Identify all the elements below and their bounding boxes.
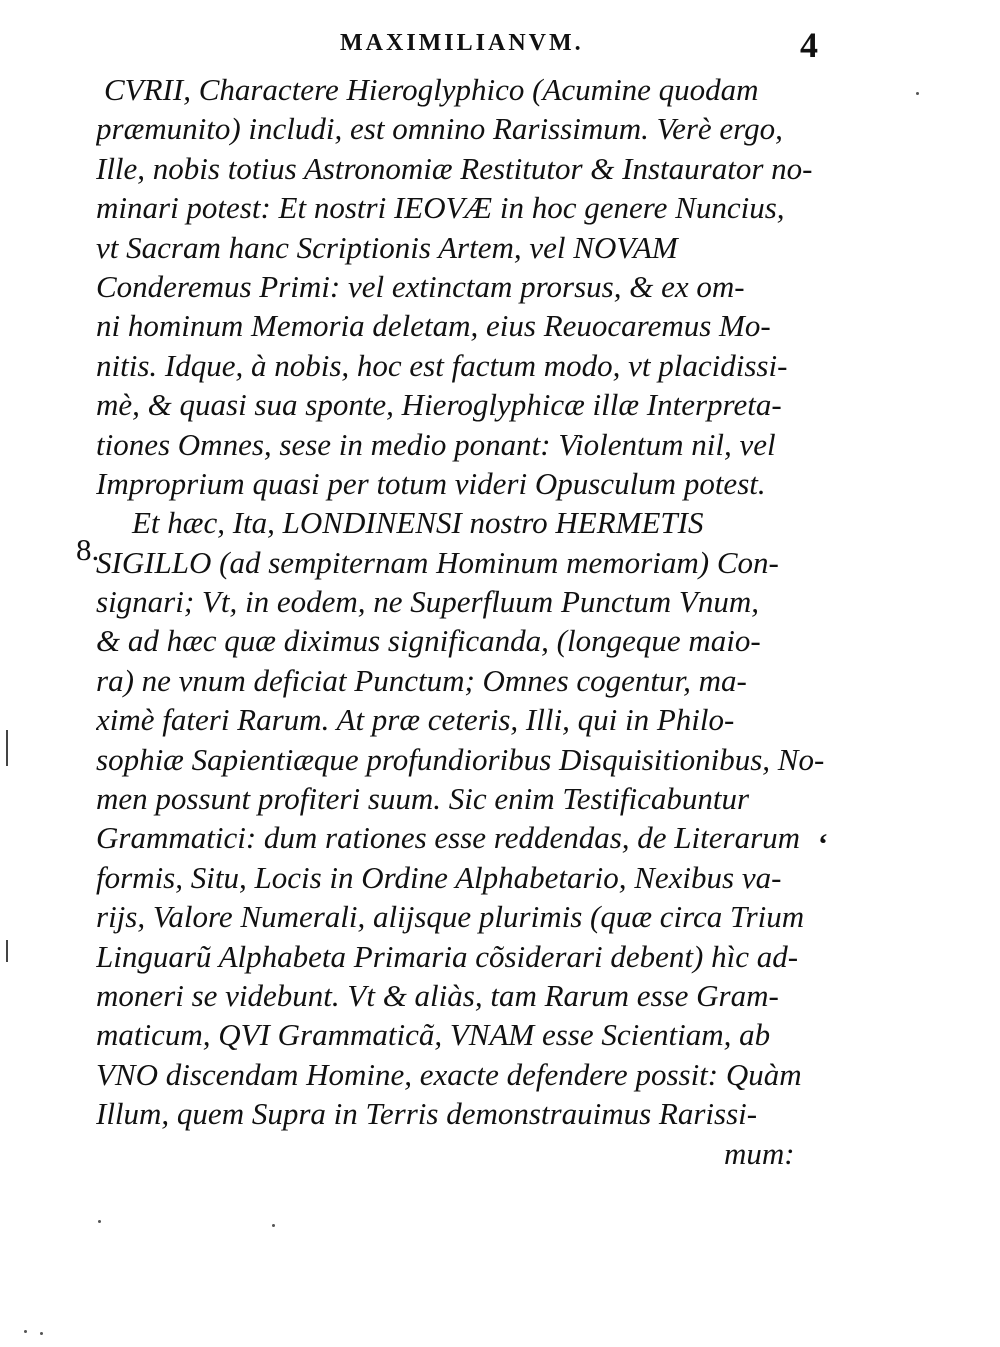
body-text bbox=[96, 70, 926, 1173]
text-line: Ille, nobis totius Astronomiæ Restitutor & Instaurator no- bbox=[96, 150, 813, 186]
text-line: CVRII, Charactere Hieroglyphico (Acumine quodam bbox=[104, 72, 759, 107]
text-line: nitis. Idque, à nobis, hoc est factum modo, vt placidissi- bbox=[96, 347, 788, 383]
scan-artifact bbox=[40, 1332, 43, 1335]
text-line: Conderemus Primi: vel extinctam prorsus, & ex om- bbox=[96, 268, 745, 304]
scan-artifact bbox=[916, 92, 919, 95]
text-line: formis, Situ, Locis in Ordine Alphabetario, Nexibus va- bbox=[96, 859, 782, 895]
text-line: præmunito) includi, est omnino Rarissimum. Verè ergo, bbox=[96, 111, 783, 147]
running-title: MAXIMILIANVM. bbox=[340, 30, 584, 56]
text-line: VNO discendam Homine, exacte defendere possit: Quàm bbox=[96, 1056, 802, 1092]
scan-artifact bbox=[272, 1224, 275, 1227]
scan-artifact bbox=[24, 1330, 27, 1333]
text-line: ra) ne vnum deficiat Punctum; Omnes cogentur, ma- bbox=[96, 662, 747, 698]
page-number: 4 bbox=[800, 25, 818, 65]
scan-artifact bbox=[6, 940, 8, 962]
text-line: signari; Vt, in eodem, ne Superfluum Punctum Vnum, bbox=[96, 584, 759, 620]
text-line: Linguarũ Alphabeta Primaria cõsiderari debent) hìc ad- bbox=[96, 938, 799, 974]
text-line: Illum, quem Supra in Terris demonstrauimus Rarissi- bbox=[96, 1096, 758, 1132]
paragraph-number: 8. bbox=[76, 532, 100, 567]
text-line: ximè fateri Rarum. At præ ceteris, Illi, qui in Philo- bbox=[96, 702, 735, 738]
text-line: Grammatici: dum rationes esse reddendas, de Literarum bbox=[96, 820, 801, 856]
text-line: men possunt profiteri suum. Sic enim Testificabuntur bbox=[96, 781, 750, 817]
text-line: moneri se videbunt. Vt & aliàs, tam Rarum esse Gram- bbox=[96, 977, 779, 1013]
text-line: rijs, Valore Numerali, alijsque plurimis (quæ circa Trium bbox=[96, 899, 805, 935]
running-head bbox=[0, 25, 1000, 65]
scan-artifact bbox=[6, 730, 8, 766]
scan-artifact bbox=[98, 1220, 101, 1223]
margin-note: ʻ bbox=[818, 828, 828, 861]
text-line: Improprium quasi per totum videri Opusculum potest. bbox=[96, 465, 766, 501]
text-line: mum: bbox=[724, 1135, 795, 1171]
text-line: minari potest: Et nostri IEOVÆ in hoc genere Nuncius, bbox=[96, 190, 785, 226]
text-line: SIGILLO (ad sempiternam Hominum memoriam) Con- bbox=[96, 544, 779, 580]
text-line: vt Sacram hanc Scriptionis Artem, vel NOVAM bbox=[96, 229, 678, 265]
text-line: maticum, QVI Grammaticã, VNAM esse Scientiam, ab bbox=[96, 1017, 771, 1053]
text-line: sophiæ Sapientiæque profundioribus Disquisitionibus, No- bbox=[96, 741, 825, 777]
text-line: Et hæc, Ita, LONDINENSI nostro HERMETIS bbox=[132, 505, 704, 541]
text-line: tiones Omnes, sese in medio ponant: Violentum nil, vel bbox=[96, 426, 776, 462]
text-line: ni hominum Memoria deletam, eius Reuocaremus Mo- bbox=[96, 308, 771, 344]
text-line: mè, & quasi sua sponte, Hieroglyphicæ illæ Interpreta- bbox=[96, 387, 782, 423]
text-line: & ad hæc quæ diximus significanda, (longeque maio- bbox=[96, 623, 761, 659]
